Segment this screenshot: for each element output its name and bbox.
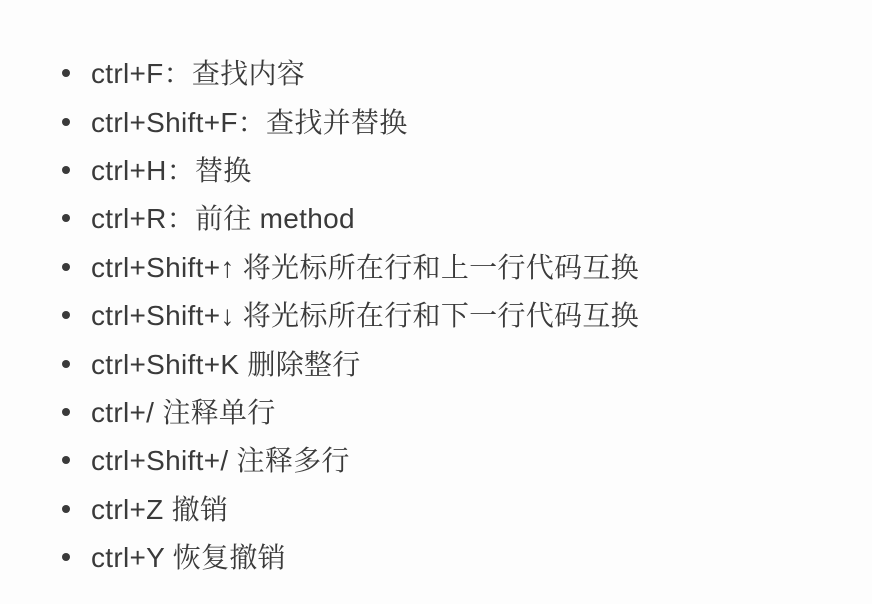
list-item — [62, 532, 872, 580]
shortcut-text: ctrl+Shift+F：查找并替换 — [91, 106, 408, 138]
bullet-icon — [62, 214, 70, 222]
list-item — [62, 387, 872, 435]
bullet-icon — [62, 553, 70, 561]
list-item — [62, 338, 872, 386]
bullet-icon — [62, 505, 70, 513]
bullet-icon — [62, 456, 70, 464]
shortcut-text: ctrl+R：前往 method — [91, 203, 355, 235]
shortcut-text: ctrl+H：替换 — [91, 154, 252, 186]
bullet-icon — [62, 166, 70, 174]
shortcut-text: ctrl+Shift+↓ 将光标所在行和下一行代码互换 — [91, 300, 639, 332]
bullet-icon — [62, 69, 70, 77]
shortcut-text: ctrl+Shift+/ 注释多行 — [91, 445, 350, 477]
shortcut-text: ctrl+F：查找内容 — [91, 58, 306, 90]
list-item — [62, 435, 872, 483]
bullet-icon — [62, 360, 70, 368]
shortcut-text: ctrl+/ 注释单行 — [91, 396, 276, 428]
list-item — [62, 48, 872, 96]
list-item — [62, 145, 872, 193]
bullet-icon — [62, 311, 70, 319]
bullet-icon — [62, 408, 70, 416]
list-item — [62, 484, 872, 532]
shortcut-text: ctrl+Shift+↑ 将光标所在行和上一行代码互换 — [91, 251, 639, 283]
bullet-icon — [62, 118, 70, 126]
shortcut-text: ctrl+Y 恢复撤销 — [91, 542, 286, 574]
bullet-icon — [62, 263, 70, 271]
shortcut-text: ctrl+Shift+K 删除整行 — [91, 348, 361, 380]
list-item — [62, 96, 872, 144]
list-item — [62, 290, 872, 338]
list-item — [62, 193, 872, 241]
list-item — [62, 242, 872, 290]
shortcut-text: ctrl+Z 撤销 — [91, 493, 229, 525]
